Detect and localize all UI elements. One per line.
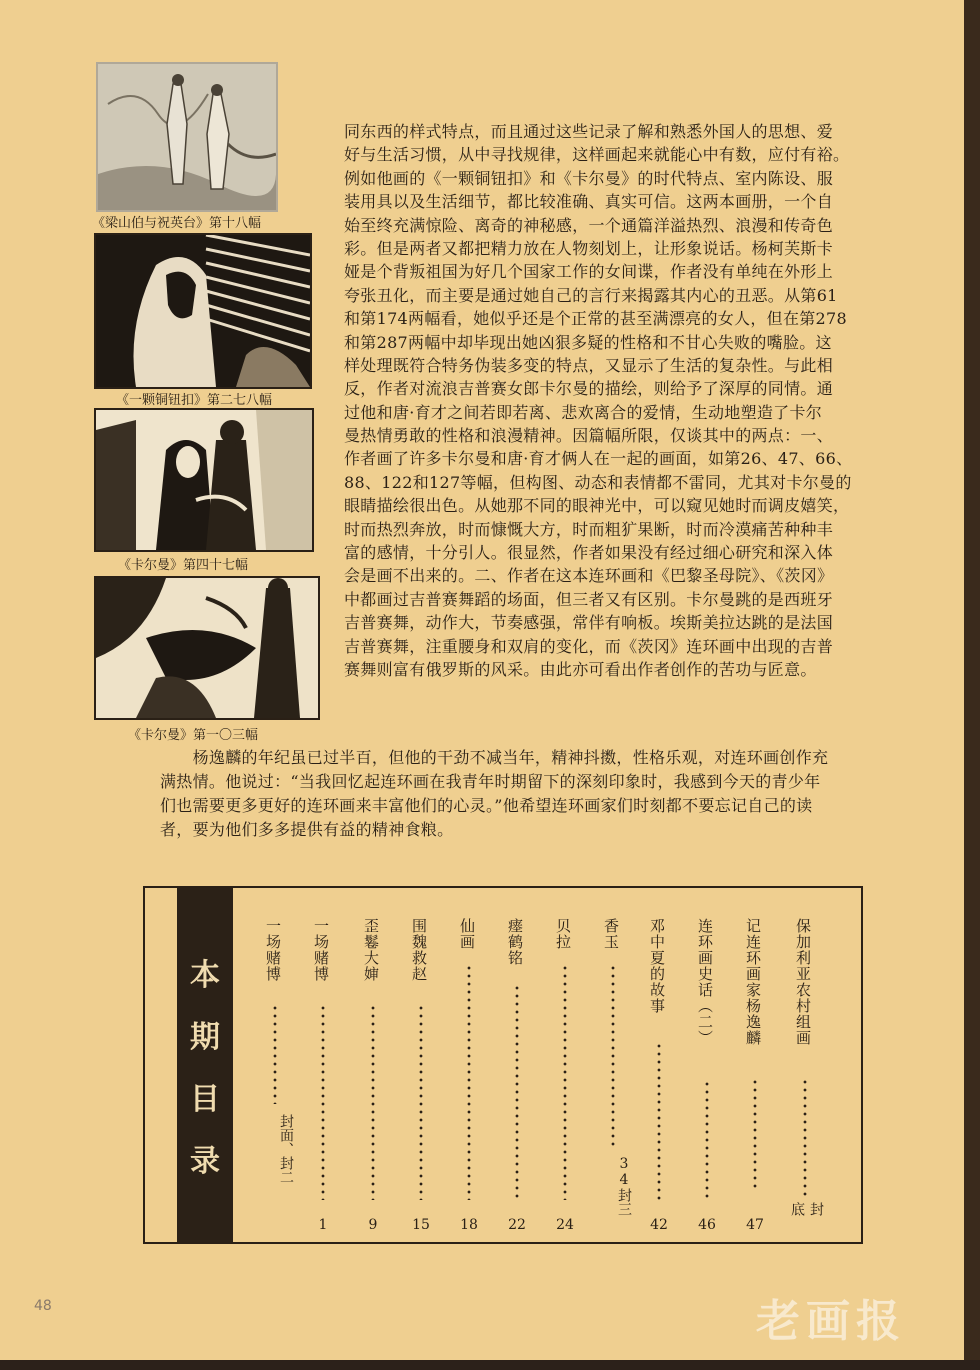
- toc-leader-dots: [657, 1042, 661, 1200]
- toc-entry-title: 仙画: [458, 918, 476, 950]
- caption-3: 《卡尔曼》第四十七幅: [118, 558, 249, 573]
- illustration-carmen-103: [94, 576, 320, 720]
- article-line: 样处理既符合特务伪装多变的特点，又显示了生活的复杂性。与此相: [344, 355, 834, 375]
- toc-leader-dots: [419, 1004, 423, 1200]
- toc-entry-page: 9: [368, 1217, 378, 1233]
- toc-entry-title: 围魏救赵: [410, 918, 428, 982]
- paragraph-line: 们也需要更多更好的连环画来丰富他们的心灵。”他希望连环画家们时刻都不要忘记自己的读: [160, 796, 813, 815]
- toc-entry-xianhua[interactable]: [457, 918, 481, 1233]
- paragraph-line: 者，要为他们多多提供有益的精神食粮。: [160, 820, 454, 839]
- toc-leader-dots: [803, 1078, 807, 1200]
- toc-leader-dots: [563, 964, 567, 1200]
- toc-entry-page: 42: [650, 1217, 668, 1233]
- toc-leader-dots: [611, 964, 615, 1150]
- toc-entry-page: 47: [746, 1217, 764, 1233]
- article-line: 会是画不出来的。二、作者在这本连环画和《巴黎圣母院》、《茨冈》: [344, 566, 834, 586]
- toc-entry-deng-zhongxia[interactable]: [647, 918, 671, 1233]
- toc-entry-page: 1: [318, 1217, 328, 1233]
- toc-leader-dots: [321, 1004, 325, 1200]
- article-line: 中都画过吉普赛舞蹈的场面，但三者又有区别。卡尔曼跳的是西班牙: [344, 589, 834, 609]
- article-line: 富的感情，十分引人。很显然，作者如果没有经过细心研究和深入体: [344, 543, 834, 563]
- article-line: 反，作者对流浪吉普赛女郎卡尔曼的描绘，则给予了深厚的同情。通: [344, 379, 834, 399]
- toc-entry-history[interactable]: [695, 918, 719, 1233]
- toc-entry-yiheming[interactable]: [505, 918, 529, 1233]
- article-line: 作者画了许多卡尔曼和唐·育才俩人在一起的画面，如第26、47、66、: [344, 449, 853, 469]
- toc-title-char: 本: [190, 958, 220, 993]
- illustration-tongniukou: [94, 233, 312, 389]
- toc-entry-bulgaria[interactable]: [789, 918, 824, 1218]
- toc-leader-dots: [705, 1080, 709, 1200]
- toc-title-banner: [177, 888, 233, 1242]
- article-line: 过他和唐·育才之间若即若离、悲欢离合的爱情，生动地塑造了卡尔: [344, 402, 823, 422]
- toc-entry-page: 46: [698, 1217, 716, 1233]
- table-of-contents: [143, 886, 863, 1244]
- toc-title-char: 录: [190, 1144, 220, 1179]
- toc-entry-title: 歪鬈大婶: [362, 918, 380, 982]
- article-line: 彩。但是两者又都把精力放在人物刻划上，让形象说话。杨柯芙斯卡: [344, 238, 834, 258]
- article-line: 和第174两幅看，她似乎还是个正常的甚至满漂亮的女人，但在第278: [344, 309, 847, 329]
- toc-entry-page: 封面、封二: [278, 1114, 294, 1184]
- toc-leader-dots: [753, 1078, 757, 1192]
- toc-entry-title: 香玉: [602, 918, 620, 950]
- toc-entry-page: 15: [412, 1217, 430, 1233]
- toc-entry-title: 记连环画家杨逸麟: [744, 918, 762, 1046]
- illustration-carmen-47: [94, 408, 314, 552]
- article-line: 同东西的样式特点，而且通过这些记录了解和熟悉外国人的思想、爱: [344, 122, 834, 141]
- illustration-liangshanbo: [96, 62, 278, 212]
- article-line: 和第287两幅中却毕现出她凶狠多疑的性格和不甘心失败的嘴脸。这: [344, 332, 832, 352]
- closing-paragraph: [160, 746, 865, 842]
- article-line: 曼热情勇敢的性格和浪漫精神。因篇幅所限，仅谈其中的两点：一、: [344, 426, 834, 446]
- watermark: 老画报: [756, 1296, 906, 1347]
- article-line: 眼睛描绘很出色。从她那不同的眼神光中，可以窥见她时而调皮嬉笑，: [344, 496, 850, 516]
- caption-1: 《梁山伯与祝英台》第十八幅: [92, 216, 262, 231]
- article-line: 吉普赛舞，注重腰身和双肩的变化，而《茨冈》连环画中出现的吉普: [344, 636, 834, 656]
- article-line: 装用具以及生活细节，都比较准确、真实可信。这两本画册，一个自: [344, 192, 834, 212]
- toc-entry-weiweijiuzhao[interactable]: [409, 918, 433, 1233]
- toc-leader-dots: [371, 1004, 375, 1200]
- toc-entry-title: 瘗鹤铭: [506, 918, 524, 966]
- article-line: 例如他画的《一颗铜钮扣》和《卡尔曼》的时代特点、室内陈设、服: [344, 168, 834, 188]
- toc-leader-dots: [467, 964, 471, 1200]
- bottom-edge: [0, 1360, 980, 1370]
- toc-entry-beila[interactable]: [553, 918, 577, 1233]
- toc-entry-xiangyu[interactable]: [601, 918, 632, 1218]
- toc-entry-yichang-dubo-cover[interactable]: [263, 918, 294, 1218]
- toc-leader-dots: [273, 1004, 277, 1104]
- toc-entry-page: 22: [508, 1217, 526, 1233]
- article-column: [344, 120, 864, 681]
- page-number: 48: [34, 1298, 52, 1314]
- paragraph-line: 满热情。他说过：“当我回忆起连环画在我青年时期留下的深刻印象时，我感到今天的青少年: [160, 772, 821, 791]
- article-line: 始至终充满惊险、离奇的神秘感，一个通篇洋溢热烈、浪漫和传奇色: [344, 215, 834, 235]
- toc-entry-page: 18: [460, 1217, 478, 1233]
- article-line: 吉普赛舞，动作大，节奏感强，常伴有响板。埃斯美拉达跳的是法国: [344, 613, 834, 633]
- article-line: 赛舞则富有俄罗斯的风采。由此亦可看出作者创作的苦功与匠意。: [344, 659, 817, 679]
- caption-4: 《卡尔曼》第一〇三幅: [128, 728, 259, 743]
- toc-entry-page: 24: [556, 1217, 574, 1233]
- article-line: 时而热烈奔放，时而慷慨大方，时而粗犷果断，时而冷漠痛苦种种丰: [344, 519, 834, 539]
- toc-leader-dots: [515, 984, 519, 1200]
- toc-entry-title: 贝拉: [554, 918, 572, 950]
- article-line: 娅是个背叛祖国为好几个国家工作的女间谍，作者没有单纯在外形上: [344, 262, 834, 282]
- toc-title-char: 期: [190, 1020, 220, 1055]
- toc-entry-title: 连环画史话（二）: [696, 918, 714, 1046]
- toc-entry-title: 一场赌博: [312, 918, 330, 982]
- toc-entry-yang-yilin[interactable]: [743, 918, 767, 1233]
- toc-entry-waijuan-dashen[interactable]: [361, 918, 385, 1233]
- article-line: 好与生活习惯，从中寻找规律，这样画起来就能心中有数，应付有裕。: [344, 145, 850, 165]
- toc-title-char: 目: [190, 1082, 220, 1117]
- caption-2: 《一颗铜钮扣》第二七八幅: [116, 393, 273, 408]
- toc-entry-page: 封底: [789, 1202, 824, 1216]
- toc-entry-title: 保加利亚农村组画: [794, 918, 812, 1046]
- article-line: 夸张丑化，而主要是通过她自己的言行来揭露其内心的丑恶。从第61: [344, 285, 838, 305]
- toc-entry-title: 一场赌博: [264, 918, 282, 982]
- article-line: 88、122和127等幅，但构图、动态和表情都不雷同，尤其对卡尔曼的: [344, 472, 852, 492]
- toc-entry-title: 邓中夏的故事: [648, 918, 666, 1014]
- paragraph-line: 杨逸麟的年纪虽已过半百，但他的干劲不减当年，精神抖擞，性格乐观，对连环画创作充: [160, 748, 829, 767]
- toc-entry-page: 34封三: [616, 1156, 632, 1216]
- page-edge: [964, 0, 980, 1370]
- toc-entry-yichang-dubo[interactable]: [311, 918, 335, 1233]
